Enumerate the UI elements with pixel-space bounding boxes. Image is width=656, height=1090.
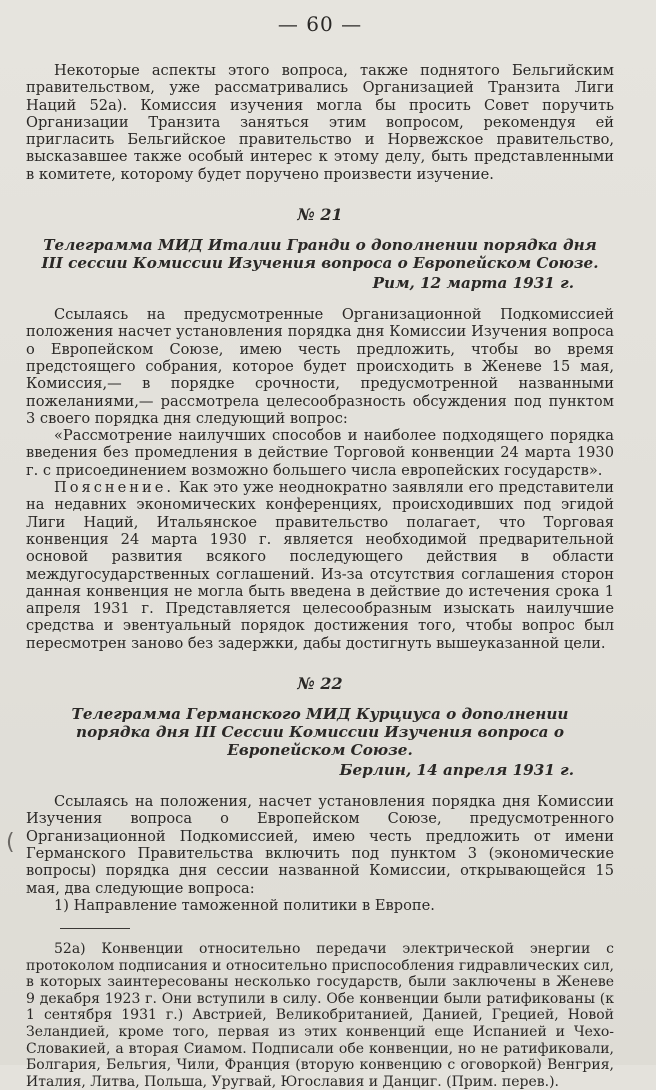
footnote-text: 52а) Конвенции относительно передачи электрической энергии с протоколом подписания и относительно приспособления гидравлических сил, в которых заинтересованы несколько государств, были заключены в Женеве 9 декабря 1923 г. Они вступили в силу. Обе конвенции были ратификованы (к 1 сентября 1931 г.) Австрией, Великобританией, Данией, Грецией, Новой Зеландией, кроме того, первая из этих конвенций еще Испанией и Чехо-Словакией, а вторая Сиамом. Подписали обе конвенции, но не ратификовали, Болгария, Бельгия, Чили, Франция (вторую конвенцию с оговоркой) Венгрия, Италия, Литва, Польша, Уругвай, Югославия и Данциг. (Прим. перев.). xyxy=(26,941,614,1090)
intro-paragraph: Некоторые аспекты этого вопроса, также поднятого Бельгийским правительством, уже рассматривались Организацией Транзита Лиги Наций 52а). Комиссия изучения могла бы просить Совет поручить Организации Транзита заняться этим вопросом, рекомендуя ей пригласить Бельгийское правительство и Норвежское правительство, высказавшее также особый интерес к этому делу, быть представленными в комитете, которому будет поручено произвести изучение. xyxy=(26,62,614,183)
page-number: — 60 — xyxy=(277,12,363,36)
doc-22-number: № 22 xyxy=(297,674,343,694)
explanation-label: Пояснение. xyxy=(54,479,174,497)
footnote-divider xyxy=(60,928,130,929)
doc-21-explanation-text: Как это уже неоднократно заявляли его представители на недавних экономических конференциях, происходивших под эгидой Лиги Наций, Итальянское правительство полагает, что Торговая конвенция 24 марта 1930 г. является необходимой предварительной основой развития всякого последующего действия в области междугосударственных соглашений. Из-за отсутствия соглашения сторон данная конвенция не могла быть введена в действие до истечения срока 1 апреля 1931 г. Представляется целесообразным изыскать наилучшие средства и эвентуальный порядок достижения того, чтобы вопрос был пересмотрен заново без задержки, дабы достигнуть вышеуказанной цели. xyxy=(26,479,614,652)
doc-22-title: Телеграмма Германского МИД Курциуса о дополнении порядка дня III Сессии Комиссии Изучения вопроса о Европейском Союзе. xyxy=(71,705,569,760)
doc-21-title: Телеграмма МИД Италии Гранди о дополнении порядка дня III сессии Комиссии Изучения вопроса о Европейском Союзе. xyxy=(41,236,599,273)
doc-22-paragraph-1: Ссылаясь на положения, насчет установления порядка дня Комиссии Изучения вопроса о Европейском Союзе, предусмотренного Организационной Подкомиссией, имею честь предложить от имени Германского Правительства включить под пунктом 3 (экономические вопросы) порядка дня сессии названной Комиссии, открывающейся 15 мая, два следующие вопроса: xyxy=(26,793,614,897)
footnote xyxy=(26,941,614,1090)
document-22 xyxy=(26,674,614,914)
margin-pencil-mark: ( xyxy=(6,830,15,855)
doc-22-list-item-1: 1) Направление таможенной политики в Европе. xyxy=(54,896,435,914)
doc-21-number: № 21 xyxy=(297,205,343,225)
doc-21-paragraph-3 xyxy=(26,479,614,652)
doc-21-paragraph-2: «Рассмотрение наилучших способов и наиболее подходящего порядка введения без промедления в действие Торговой конвенции 24 марта 1930 г. с присоединением возможно большего числа европейских государств». xyxy=(26,427,614,479)
doc-21-place-date: Рим, 12 марта 1931 г. xyxy=(372,274,574,293)
document-21 xyxy=(26,205,614,652)
doc-21-paragraph-1: Ссылаясь на предусмотренные Организационной Подкомиссией положения насчет установления порядка дня Комиссии Изучения вопроса о Европейском Союзе, имею честь предложить, чтобы во время предстоящего собрания, которое будет происходить в Женеве 15 мая, Комиссия,— в порядке срочности, предусмотренной названными пожеланиями,— рассмотрела целесообразность обсуждения под пунктом 3 своего порядка дня следующий вопрос: xyxy=(26,306,614,427)
doc-22-place-date: Берлин, 14 апреля 1931 г. xyxy=(339,761,574,780)
